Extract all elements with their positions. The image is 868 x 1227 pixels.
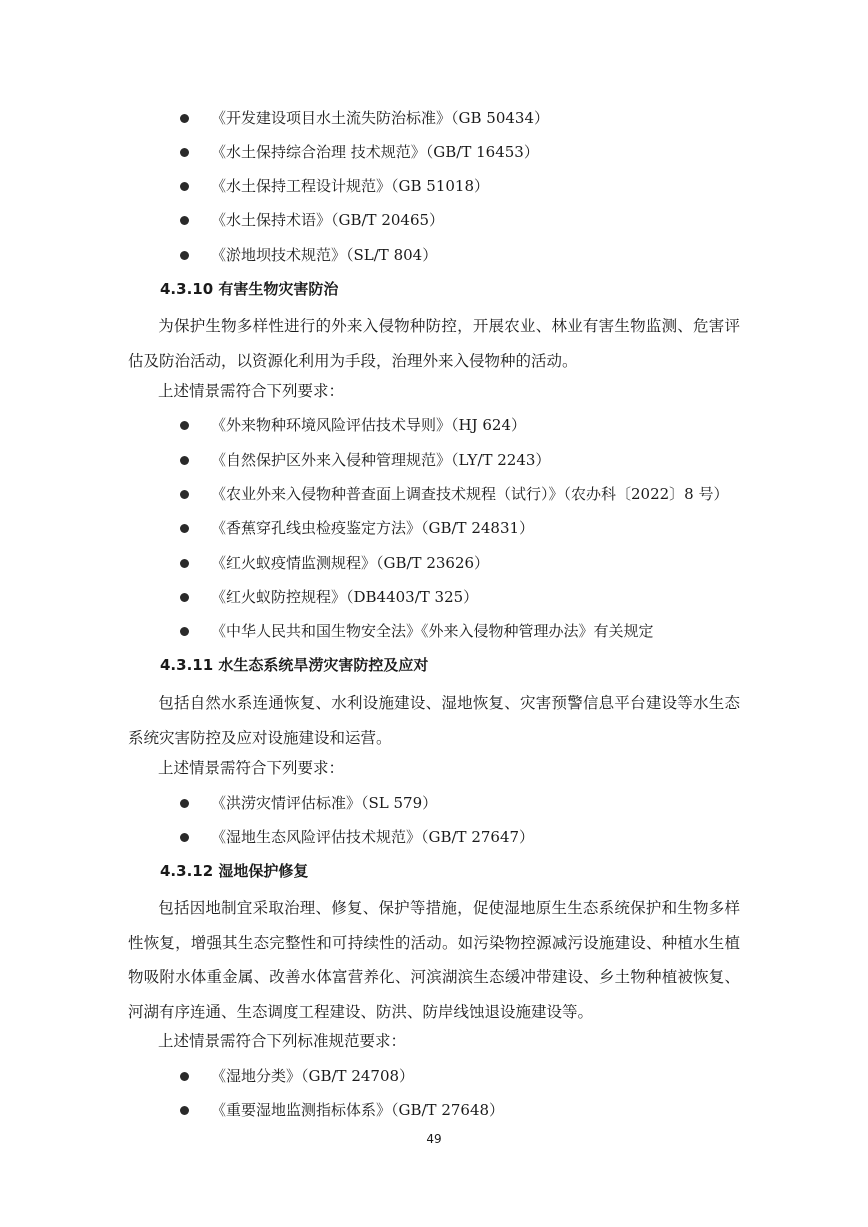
requirement-text: 上述情景需符合下列要求：	[158, 382, 345, 400]
list-item: 《自然保护区外来入侵种管理规范》（LY/T 2243）	[180, 450, 550, 470]
bullet-icon	[180, 627, 189, 636]
bullet-icon	[180, 1072, 189, 1081]
paragraph: 为保护生物多样性进行的外来入侵物种防控，开展农业、林业有害生物监测、危害评估及防治活动，以资源化利用为手段，治理外来入侵物种的活动。	[128, 317, 740, 370]
bullet-icon	[180, 559, 189, 568]
section-heading: 4.3.12 湿地保护修复	[160, 862, 309, 880]
list-item: 《香蕉穿孔线虫检疫鉴定方法》（GB/T 24831）	[180, 518, 534, 538]
list-item: 《外来物种环境风险评估技术导则》（HJ 624）	[180, 415, 526, 435]
bullet-icon	[180, 799, 189, 808]
list-item: 《淤地坝技术规范》（SL/T 804）	[180, 245, 437, 265]
bullet-icon	[180, 182, 189, 191]
list-item: 《水土保持工程设计规范》（GB 51018）	[180, 176, 489, 196]
list-item: 《开发建设项目水土流失防治标准》（GB 50434）	[180, 108, 549, 128]
bullet-icon	[180, 114, 189, 123]
list-item: 《红火蚁疫情监测规程》（GB/T 23626）	[180, 553, 489, 573]
bullet-icon	[180, 456, 189, 465]
bullet-icon	[180, 421, 189, 430]
paragraph: 包括自然水系连通恢复、水利设施建设、湿地恢复、灾害预警信息平台建设等水生态系统灾害防控及应对设施建设和运营。	[128, 694, 740, 747]
list-item: 《农业外来入侵物种普查面上调查技术规程（试行）》（农办科〔2022〕8 号）	[180, 484, 729, 504]
bullet-icon	[180, 593, 189, 602]
paragraph: 包括因地制宜采取治理、修复、保护等措施，促使湿地原生生态系统保护和生物多样性恢复，增强其生态完整性和可持续性的活动。如污染物控源减污设施建设、种植水生植物吸附水体重金属、改善水体富营养化、河滨湖滨生态缓冲带建设、乡土物种植被恢复、河湖有序连通、生态调度工程建设、防洪、防岸线蚀退设施建设等。	[128, 899, 740, 1021]
bullet-icon	[180, 490, 189, 499]
list-item: 《中华人民共和国生物安全法》《外来入侵物种管理办法》有关规定	[180, 621, 654, 641]
bullet-icon	[180, 833, 189, 842]
bullet-icon	[180, 251, 189, 260]
list-item: 《水土保持术语》（GB/T 20465）	[180, 210, 444, 230]
list-item: 《红火蚁防控规程》（DB4403/T 325）	[180, 587, 478, 607]
page-number: 49	[426, 1132, 442, 1146]
list-item: 《重要湿地监测指标体系》（GB/T 27648）	[180, 1100, 504, 1120]
list-item: 《水土保持综合治理 技术规范》（GB/T 16453）	[180, 142, 539, 162]
bullet-icon	[180, 148, 189, 157]
bullet-icon	[180, 524, 189, 533]
list-item: 《洪涝灾情评估标准》（SL 579）	[180, 793, 437, 813]
list-item: 《湿地分类》（GB/T 24708）	[180, 1066, 414, 1086]
bullet-icon	[180, 216, 189, 225]
section-heading: 4.3.11 水生态系统旱涝灾害防控及应对	[160, 656, 429, 674]
requirement-text: 上述情景需符合下列要求：	[158, 759, 345, 777]
bullet-icon	[180, 1106, 189, 1115]
requirement-text: 上述情景需符合下列标准规范要求：	[158, 1032, 407, 1050]
list-item: 《湿地生态风险评估技术规范》（GB/T 27647）	[180, 827, 534, 847]
section-heading: 4.3.10 有害生物灾害防治	[160, 280, 339, 298]
